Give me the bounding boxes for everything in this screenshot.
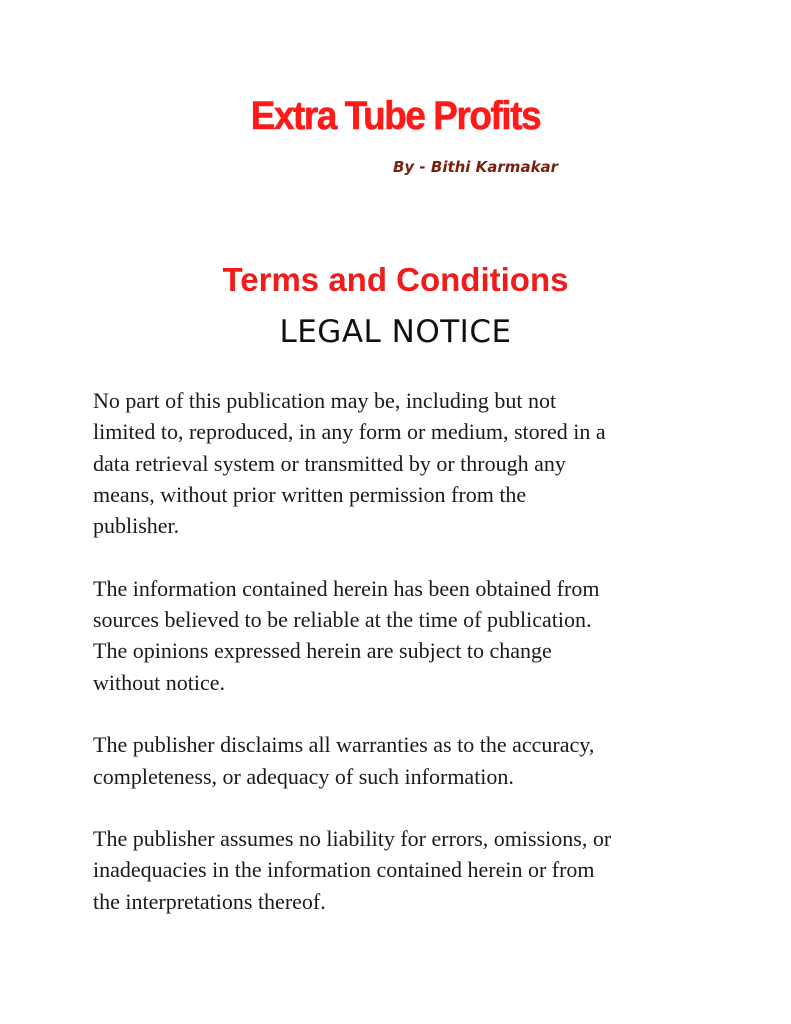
text-line: The publisher assumes no liability for errors, omissions, or: [93, 826, 612, 852]
paragraph-warranty-disclaimer: [93, 729, 713, 792]
text-line: The publisher disclaims all warranties as to the accuracy,: [93, 732, 595, 758]
text-line: No part of this publication may be, including but not: [93, 388, 557, 413]
text-line: The opinions expressed herein are subject to change: [93, 638, 552, 664]
brand-title: Extra Tube Profits: [250, 94, 541, 138]
author-byline: By - Bithi Karmakar: [393, 158, 559, 176]
text-line: The information contained herein has been obtained from: [93, 575, 600, 601]
text-line: completeness, or adequacy of such information.: [93, 763, 514, 789]
paragraph-copyright: [93, 385, 713, 541]
text-line: data retrieval system or transmitted by or through any: [93, 450, 566, 476]
section-subtitle: LEGAL NOTICE: [279, 314, 512, 350]
paragraph-liability: [93, 823, 713, 917]
text-line: the interpretations thereof.: [93, 888, 326, 914]
text-line: means, without prior written permission from the: [93, 481, 527, 507]
section-title: Terms and Conditions: [222, 261, 569, 298]
paragraph-information-source: [93, 573, 713, 698]
text-line: sources believed to be reliable at the time of publication.: [93, 607, 592, 633]
legal-notice-body: [93, 385, 713, 948]
text-line: without notice.: [93, 669, 225, 695]
text-line: limited to, reproduced, in any form or medium, stored in a: [93, 419, 606, 445]
text-line: publisher.: [93, 513, 180, 539]
text-line: inadequacies in the information contained herein or from: [93, 857, 595, 883]
